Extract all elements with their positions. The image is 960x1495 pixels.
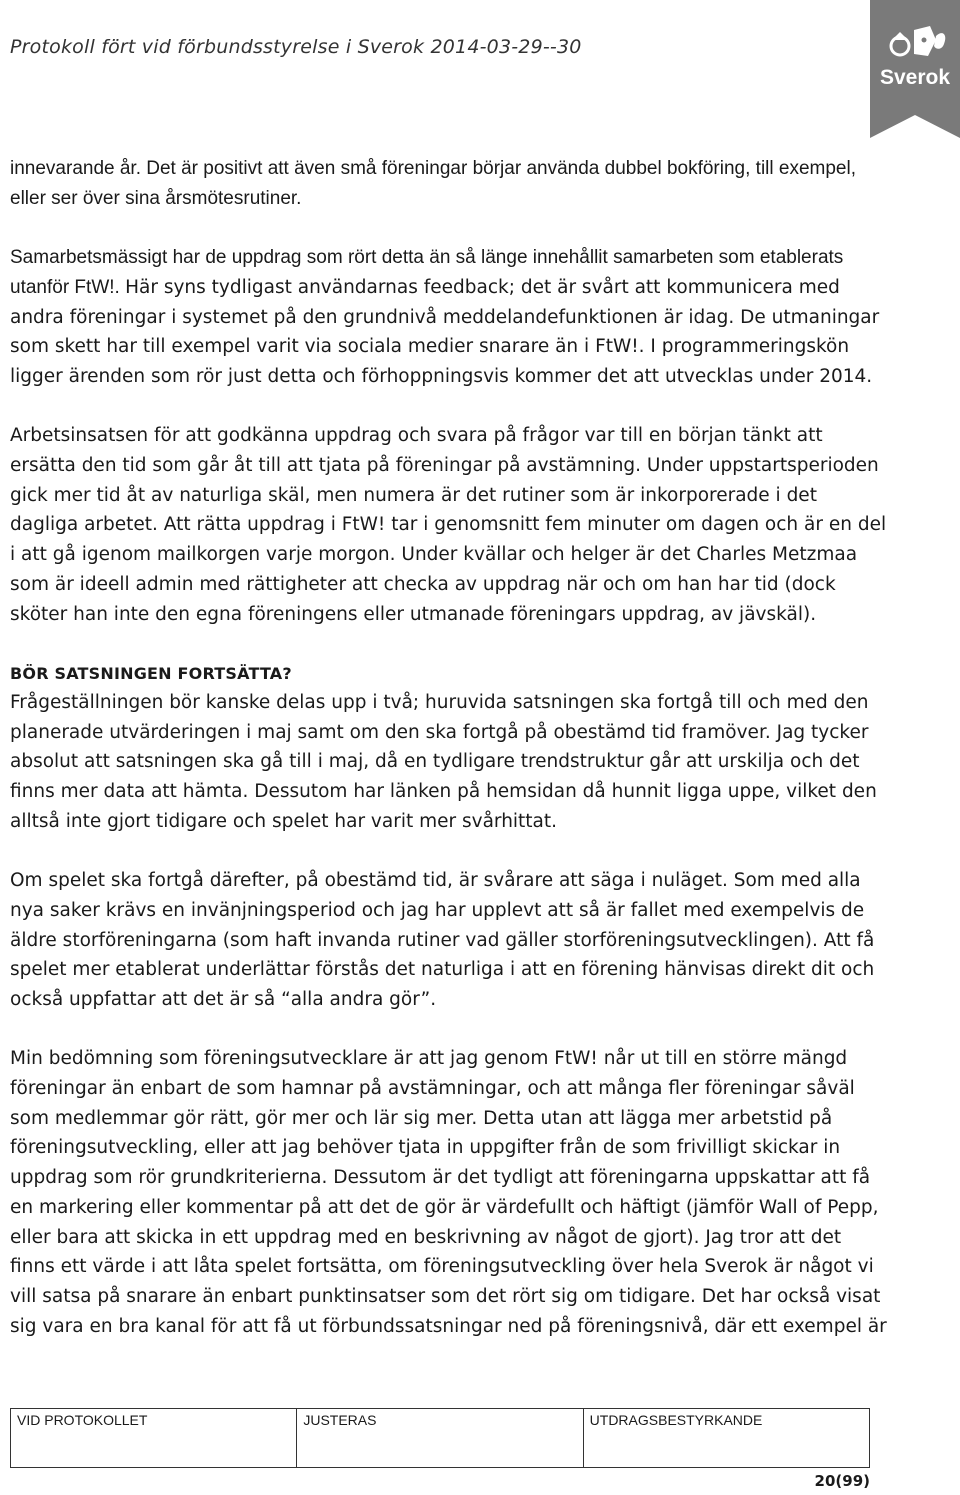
paragraph-5: Om spelet ska fortgå därefter, på obestämd tid, är svårare att säga i nuläget. Som med alla nya saker krävs en invänjningsperiod och jag har upplevt att så är fallet med exempelvis de äldre storföreningarna (som haft invanda rutiner vad gäller storföreningsutvecklingen). Att få spelet mer etablerat underlättar förstås det naturliga i att en förening hänvisas direkt dit och också uppfattar att det är så “alla andra gör”. — [10, 870, 875, 1010]
paragraph-2-sentence-1: Samarbetsmässigt har de uppdrag som rört detta än så länge innehållit samarbeten som etablerats utanför FtW!. — [10, 247, 844, 298]
document-header-title: Protokoll fört vid förbundsstyrelse i Sverok 2014-03-29--30 — [10, 36, 582, 58]
paragraph-2 — [10, 243, 890, 392]
footer-vid-protokollet: VID PROTOKOLLET — [11, 1409, 297, 1468]
sverok-logo — [870, 0, 960, 138]
sverok-logo-icon — [870, 0, 960, 138]
signature-table — [10, 1408, 870, 1468]
paragraph-1: innevarande år. Det är positivt att även små föreningar börjar använda dubbel bokföring, till exempel, eller ser över sina årsmötesrutiner. — [10, 158, 856, 209]
paragraph-2-sentence-2: Här syns tydligast användarnas feedback; det är svårt att kommunicera med andra föreningar i systemet på den grundnivå meddelandefunktionen är idag. De utmaningar som skett har till exempel varit via sociala medier snarare än i FtW!. I programmeringskön ligger ärenden som rör just detta och förhoppningsvis kommer det att utvecklas under 2014. — [10, 276, 880, 387]
paragraph-6: Min bedömning som föreningsutvecklare är att jag genom FtW! når ut till en större mängd föreningar än enbart de som hamnar på avstämningar, och att många fler föreningar såväl som medlemmar gör rätt, gör mer och lär sig mer. Detta utan att lägga mer arbetstid på föreningsutveckling, eller att jag behöver tjata in uppgifter från de som frivilligt skickar in uppdrag som rör grundkriterierna. Dessutom är det tydligt att föreningarna uppskattar att få en markering eller kommentar på att det de gör är värdefullt och häftigt (jämför Wall of Pepp, eller bara att skicka in ett uppdrag med en beskrivning av något de gjort). Jag tror att det finns ett värde i att låta spelet fortsätta, om föreningsutveckling över hela Sverok är något vi vill satsa på snarare än enbart punktinsatser som det rört sig om tidigare. Det har också visat sig vara en bra kanal för att få ut förbundssatsningar ned på föreningsnivå, där ett exempel är — [10, 1048, 887, 1337]
page-number: 20(99) — [814, 1472, 870, 1490]
section-heading: BÖR SATSNINGEN FORTSÄTTA? — [10, 663, 292, 683]
paragraph-4: Frågeställningen bör kanske delas upp i två; huruvida satsningen ska fortgå till och med den planerade utvärderingen i maj samt om den ska fortgå på obestämd tid framöver. Jag tycker absolut att satsningen ska gå till i maj, då en tydligare trendstruktur går att urskilja och det finns mer data att hämta. Dessutom har länken på hemsidan då hunnit ligga uppe, vilket den alltså inte gjort tidigare och spelet har varit mer svårhittat. — [10, 691, 877, 832]
document-body — [10, 154, 890, 1341]
footer-utdragsbestyrkande: UTDRAGSBESTYRKANDE — [583, 1409, 869, 1468]
footer-justeras: JUSTERAS — [297, 1409, 583, 1468]
svg-text:Sverok: Sverok — [879, 66, 951, 89]
paragraph-3: Arbetsinsatsen för att godkänna uppdrag och svara på frågor var till en början tänkt att ersätta den tid som går åt till att tjata på föreningar på avstämning. Under uppstartsperioden gick mer tid åt av naturliga skäl, men numera är det rutiner som är inkorporerade i det dagliga arbetet. Att rätta uppdrag i FtW! tar i genomsnitt fem minuter om dagen och är en del i att gå igenom mailkorgen varje morgon. Under kvällar och helger är det Charles Metzmaa som är ideell admin med rättigheter att checka av uppdrag när och om han har tid (dock sköter han inte den egna föreningens eller utmanade föreningars uppdrag, av jävskäl). — [10, 425, 887, 625]
